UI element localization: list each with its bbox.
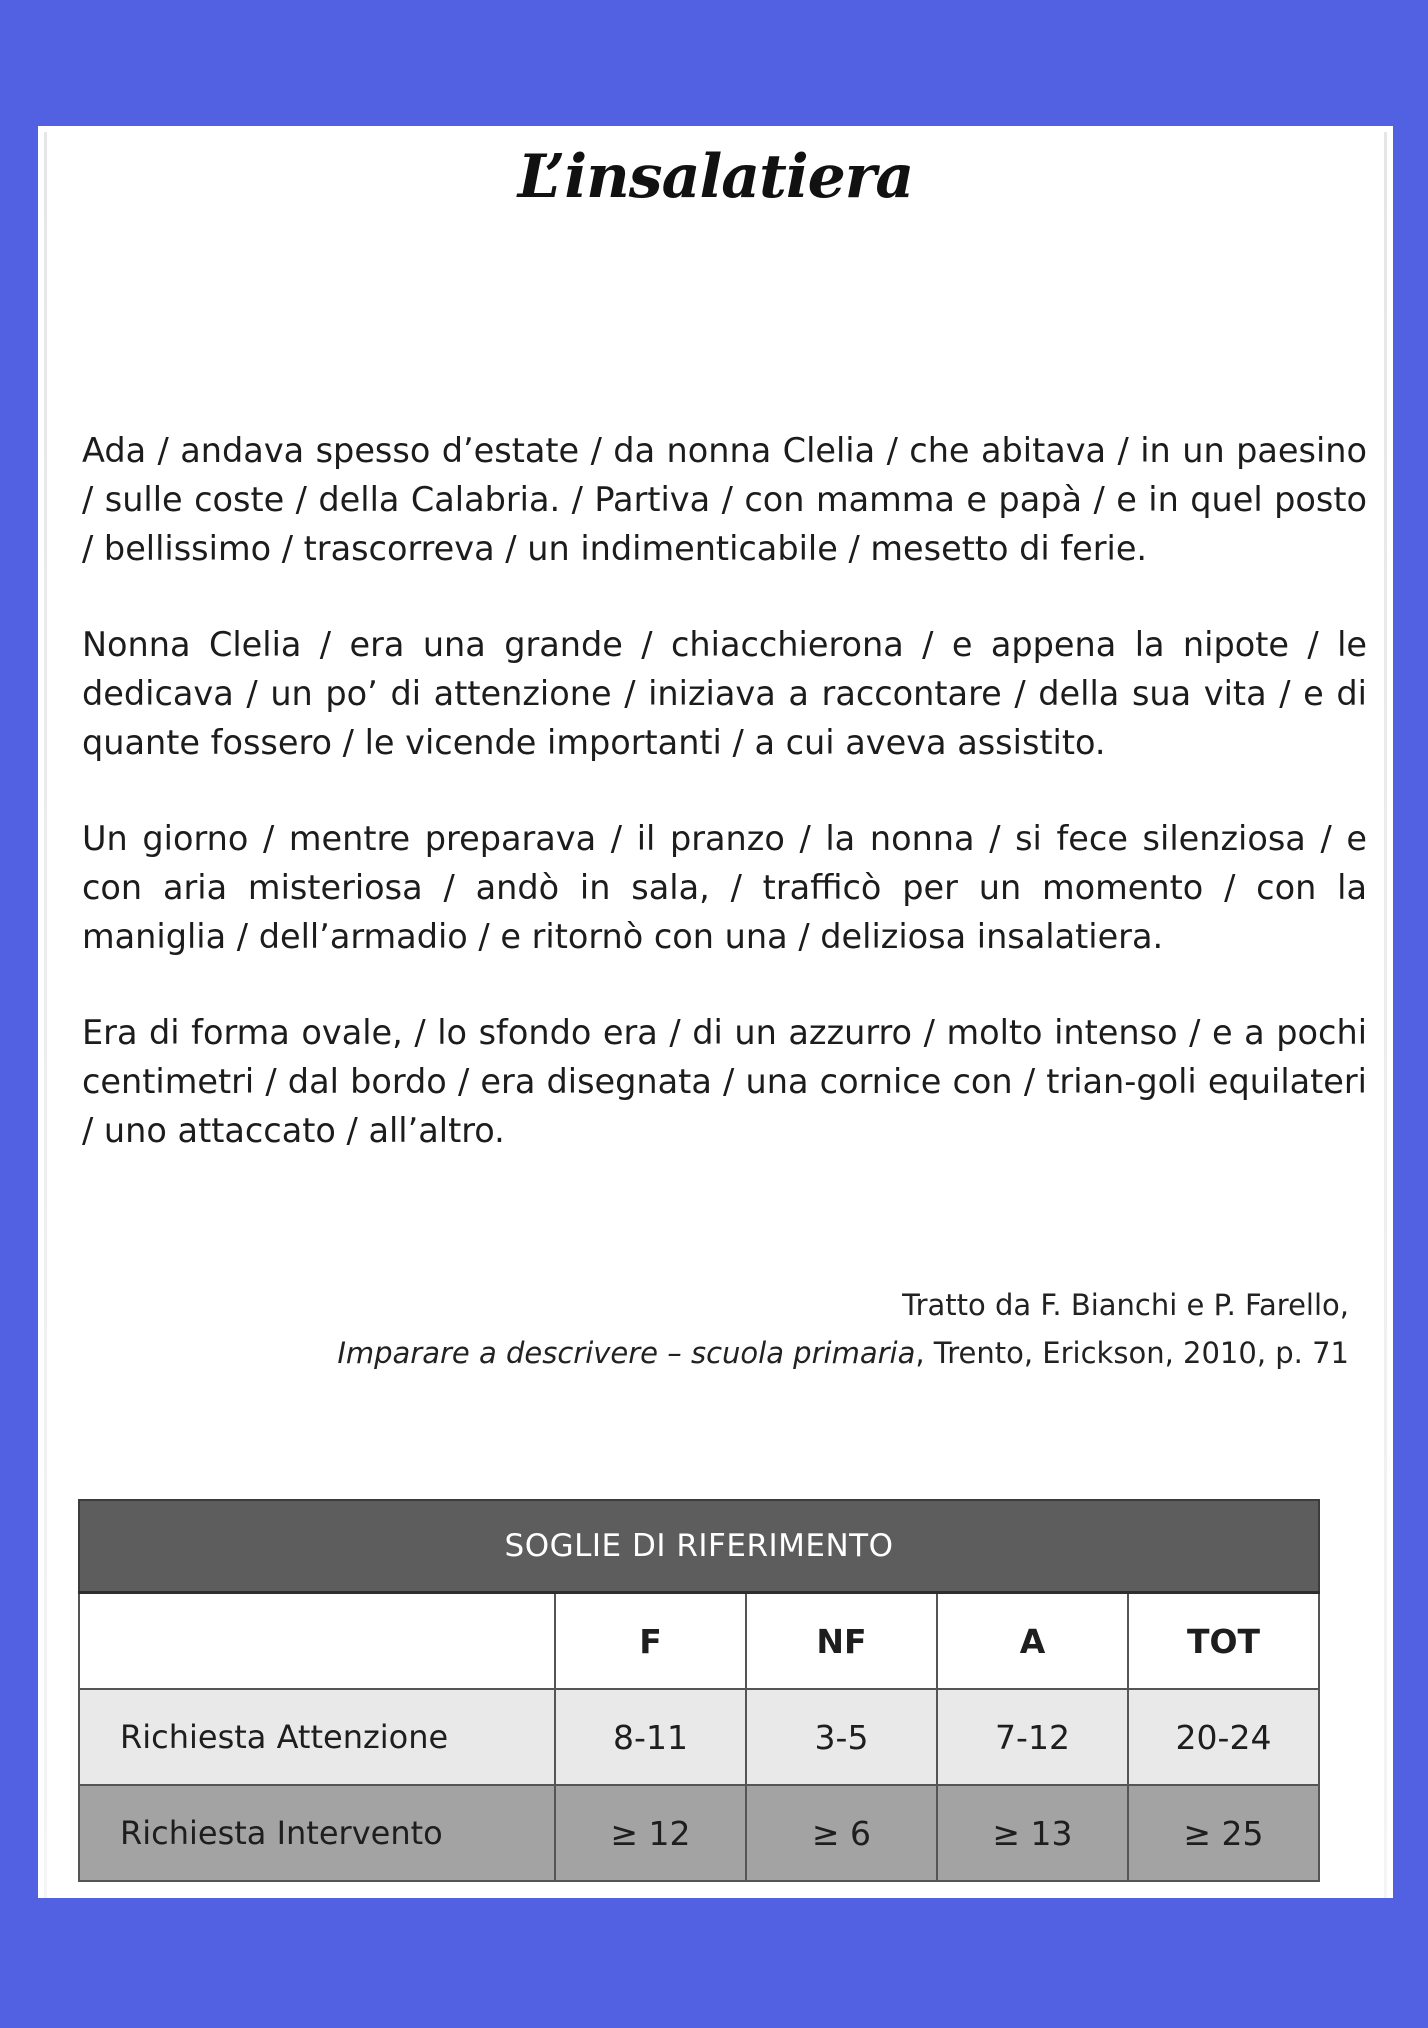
column-header-a: A: [937, 1593, 1128, 1690]
column-header-nf: NF: [746, 1593, 937, 1690]
citation-publisher: , Trento, Erickson, 2010, p. 71: [915, 1336, 1349, 1370]
story-text: [82, 426, 1367, 1202]
table-cell: ≥ 12: [555, 1785, 746, 1881]
paragraph: Nonna Clelia / era una grande / chiacchierona / e appena la nipote / le dedicava / un po’ di attenzione / iniziava a raccontare / della sua vita / e di quante fossero / le vicende importanti / a cui aveva assistito.: [82, 625, 1367, 762]
table-cell: 7-12: [937, 1689, 1128, 1785]
paragraph: Un giorno / mentre preparava / il pranzo / la nonna / si fece silenziosa / e con aria misteriosa / andò in sala, / trafficò per un momento / con la maniglia / dell’armadio / e ritornò con una / deliziosa insalatiera.: [82, 819, 1367, 956]
citation-source: [337, 1329, 1349, 1377]
thresholds-table: [78, 1499, 1320, 1882]
table-cell: ≥ 25: [1128, 1785, 1319, 1881]
row-label: Richiesta Attenzione: [79, 1689, 555, 1785]
table-header-row: [79, 1593, 1319, 1690]
table-row: [79, 1689, 1319, 1785]
table-caption-row: [79, 1500, 1319, 1593]
table-cell: 3-5: [746, 1689, 937, 1785]
row-label: Richiesta Intervento: [79, 1785, 555, 1881]
table-cell: ≥ 6: [746, 1785, 937, 1881]
paragraph: Ada / andava spesso d’estate / da nonna Clelia / che abitava / in un paesino / sulle coste / della Calabria. / Partiva / con mamma e papà / e in quel posto / bellissimo / trascorreva / un indimenticabile / mesetto di ferie.: [82, 431, 1367, 568]
column-header-f: F: [555, 1593, 746, 1690]
table-cell: 8-11: [555, 1689, 746, 1785]
document-page: [38, 126, 1393, 1898]
column-header-tot: TOT: [1128, 1593, 1319, 1690]
citation: [337, 1281, 1349, 1377]
table-row: [79, 1785, 1319, 1881]
page-title: L’insalatiera: [517, 142, 914, 212]
citation-book-title: Imparare a descrivere – scuola primaria: [337, 1336, 916, 1370]
citation-authors: Tratto da F. Bianchi e P. Farello,: [902, 1288, 1349, 1322]
table-corner-cell: [79, 1593, 555, 1690]
table-caption: SOGLIE DI RIFERIMENTO: [79, 1500, 1319, 1593]
table-cell: 20-24: [1128, 1689, 1319, 1785]
paragraph: Era di forma ovale, / lo sfondo era / di un azzurro / molto intenso / e a pochi centimetri / dal bordo / era disegnata / una cornice con / trian-goli equilateri / uno attaccato / all’altro.: [82, 1013, 1367, 1150]
table-cell: ≥ 13: [937, 1785, 1128, 1881]
